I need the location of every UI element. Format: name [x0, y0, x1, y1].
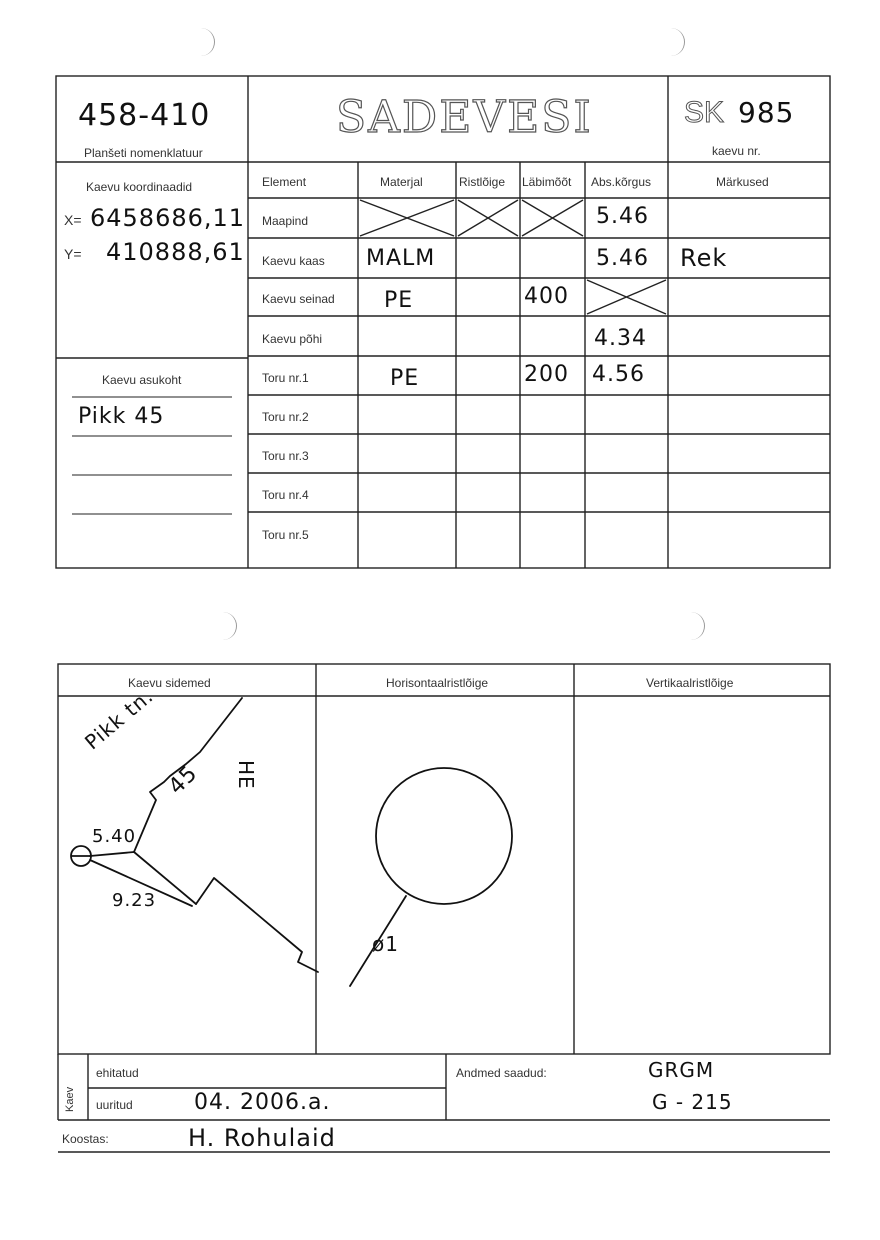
col-header-material: Materjal — [380, 175, 423, 189]
nomenclature-label: Planšeti nomenklatuur — [84, 146, 203, 160]
row-label-walls: Kaevu seinad — [262, 292, 335, 306]
footer-compiled-value: H. Rohulaid — [188, 1124, 336, 1152]
col-header-abs: Abs.kõrgus — [591, 175, 652, 189]
cell-lid-notes: Rek — [680, 244, 728, 272]
col-header-diameter: Läbimõõt — [522, 175, 572, 189]
sketch-pipe-label: ø1 — [372, 932, 399, 956]
col-header-notes: Märkused — [716, 175, 769, 189]
nomenclature-value: 458-410 — [78, 98, 211, 133]
row-label-pipe4: Toru nr.4 — [262, 488, 309, 502]
footer-data-value-1: GRGM — [648, 1058, 715, 1082]
sketch-distance-1: 5.40 — [92, 826, 137, 847]
col-header-cross: Ristlõige — [459, 175, 506, 189]
cell-lid-abs: 5.46 — [596, 246, 649, 271]
well-sketch — [71, 698, 512, 986]
well-number-value: 985 — [738, 96, 795, 129]
cell-pipe1-material: PE — [390, 366, 420, 391]
row-label-lid: Kaevu kaas — [262, 254, 325, 268]
footer-data-label: Andmed saadud: — [456, 1066, 547, 1080]
footer-side-label: Kaev — [64, 1086, 76, 1112]
col-header-element: Element — [262, 175, 307, 189]
row-label-pipe5: Toru nr.5 — [262, 528, 309, 542]
section-header-horizontal: Horisontaalristlõige — [386, 676, 489, 690]
cell-lid-material: MALM — [366, 246, 436, 271]
well-number-prefix: SK — [684, 96, 725, 129]
y-label: Y= — [64, 246, 82, 262]
footer-surveyed-value: 04. 2006.a. — [194, 1090, 331, 1115]
cell-ground-abs: 5.46 — [596, 204, 649, 229]
form-title: SADEVESI — [336, 92, 593, 143]
cell-pipe1-abs: 4.56 — [592, 362, 645, 387]
x-label: X= — [64, 212, 82, 228]
cell-walls-material: PE — [384, 288, 414, 313]
footer-compiled-label: Koostas: — [62, 1132, 109, 1146]
cell-bottom-abs: 4.34 — [594, 326, 647, 351]
cell-pipe1-diameter: 200 — [524, 362, 569, 387]
coords-label: Kaevu koordinaadid — [86, 180, 193, 194]
row-label-pipe3: Toru nr.3 — [262, 449, 309, 463]
footer-built-label: ehitatud — [96, 1066, 139, 1080]
sketch-street-label: Pikk tn. — [80, 683, 158, 755]
section-header-vertical: Vertikaalristlõige — [646, 676, 734, 690]
row-label-pipe1: Toru nr.1 — [262, 371, 309, 385]
sketch-distance-2: 9.23 — [112, 890, 157, 911]
well-number-label: kaevu nr. — [712, 144, 761, 158]
footer-data-value-2: G - 215 — [652, 1090, 733, 1114]
row-label-ground: Maapind — [262, 214, 309, 228]
y-value: 410888,61 — [106, 238, 245, 266]
x-value: 6458686,11 — [90, 204, 246, 232]
cell-walls-diameter: 400 — [524, 284, 569, 309]
location-label: Kaevu asukoht — [102, 373, 182, 387]
section-header-connections: Kaevu sidemed — [128, 676, 211, 690]
location-value: Pikk 45 — [78, 404, 165, 429]
sketch-house-number: 45 — [164, 760, 203, 800]
sketch-code: HE — [234, 760, 258, 790]
row-label-bottom: Kaevu põhi — [262, 332, 323, 346]
row-label-pipe2: Toru nr.2 — [262, 410, 309, 424]
footer-surveyed-label: uuritud — [96, 1098, 133, 1112]
